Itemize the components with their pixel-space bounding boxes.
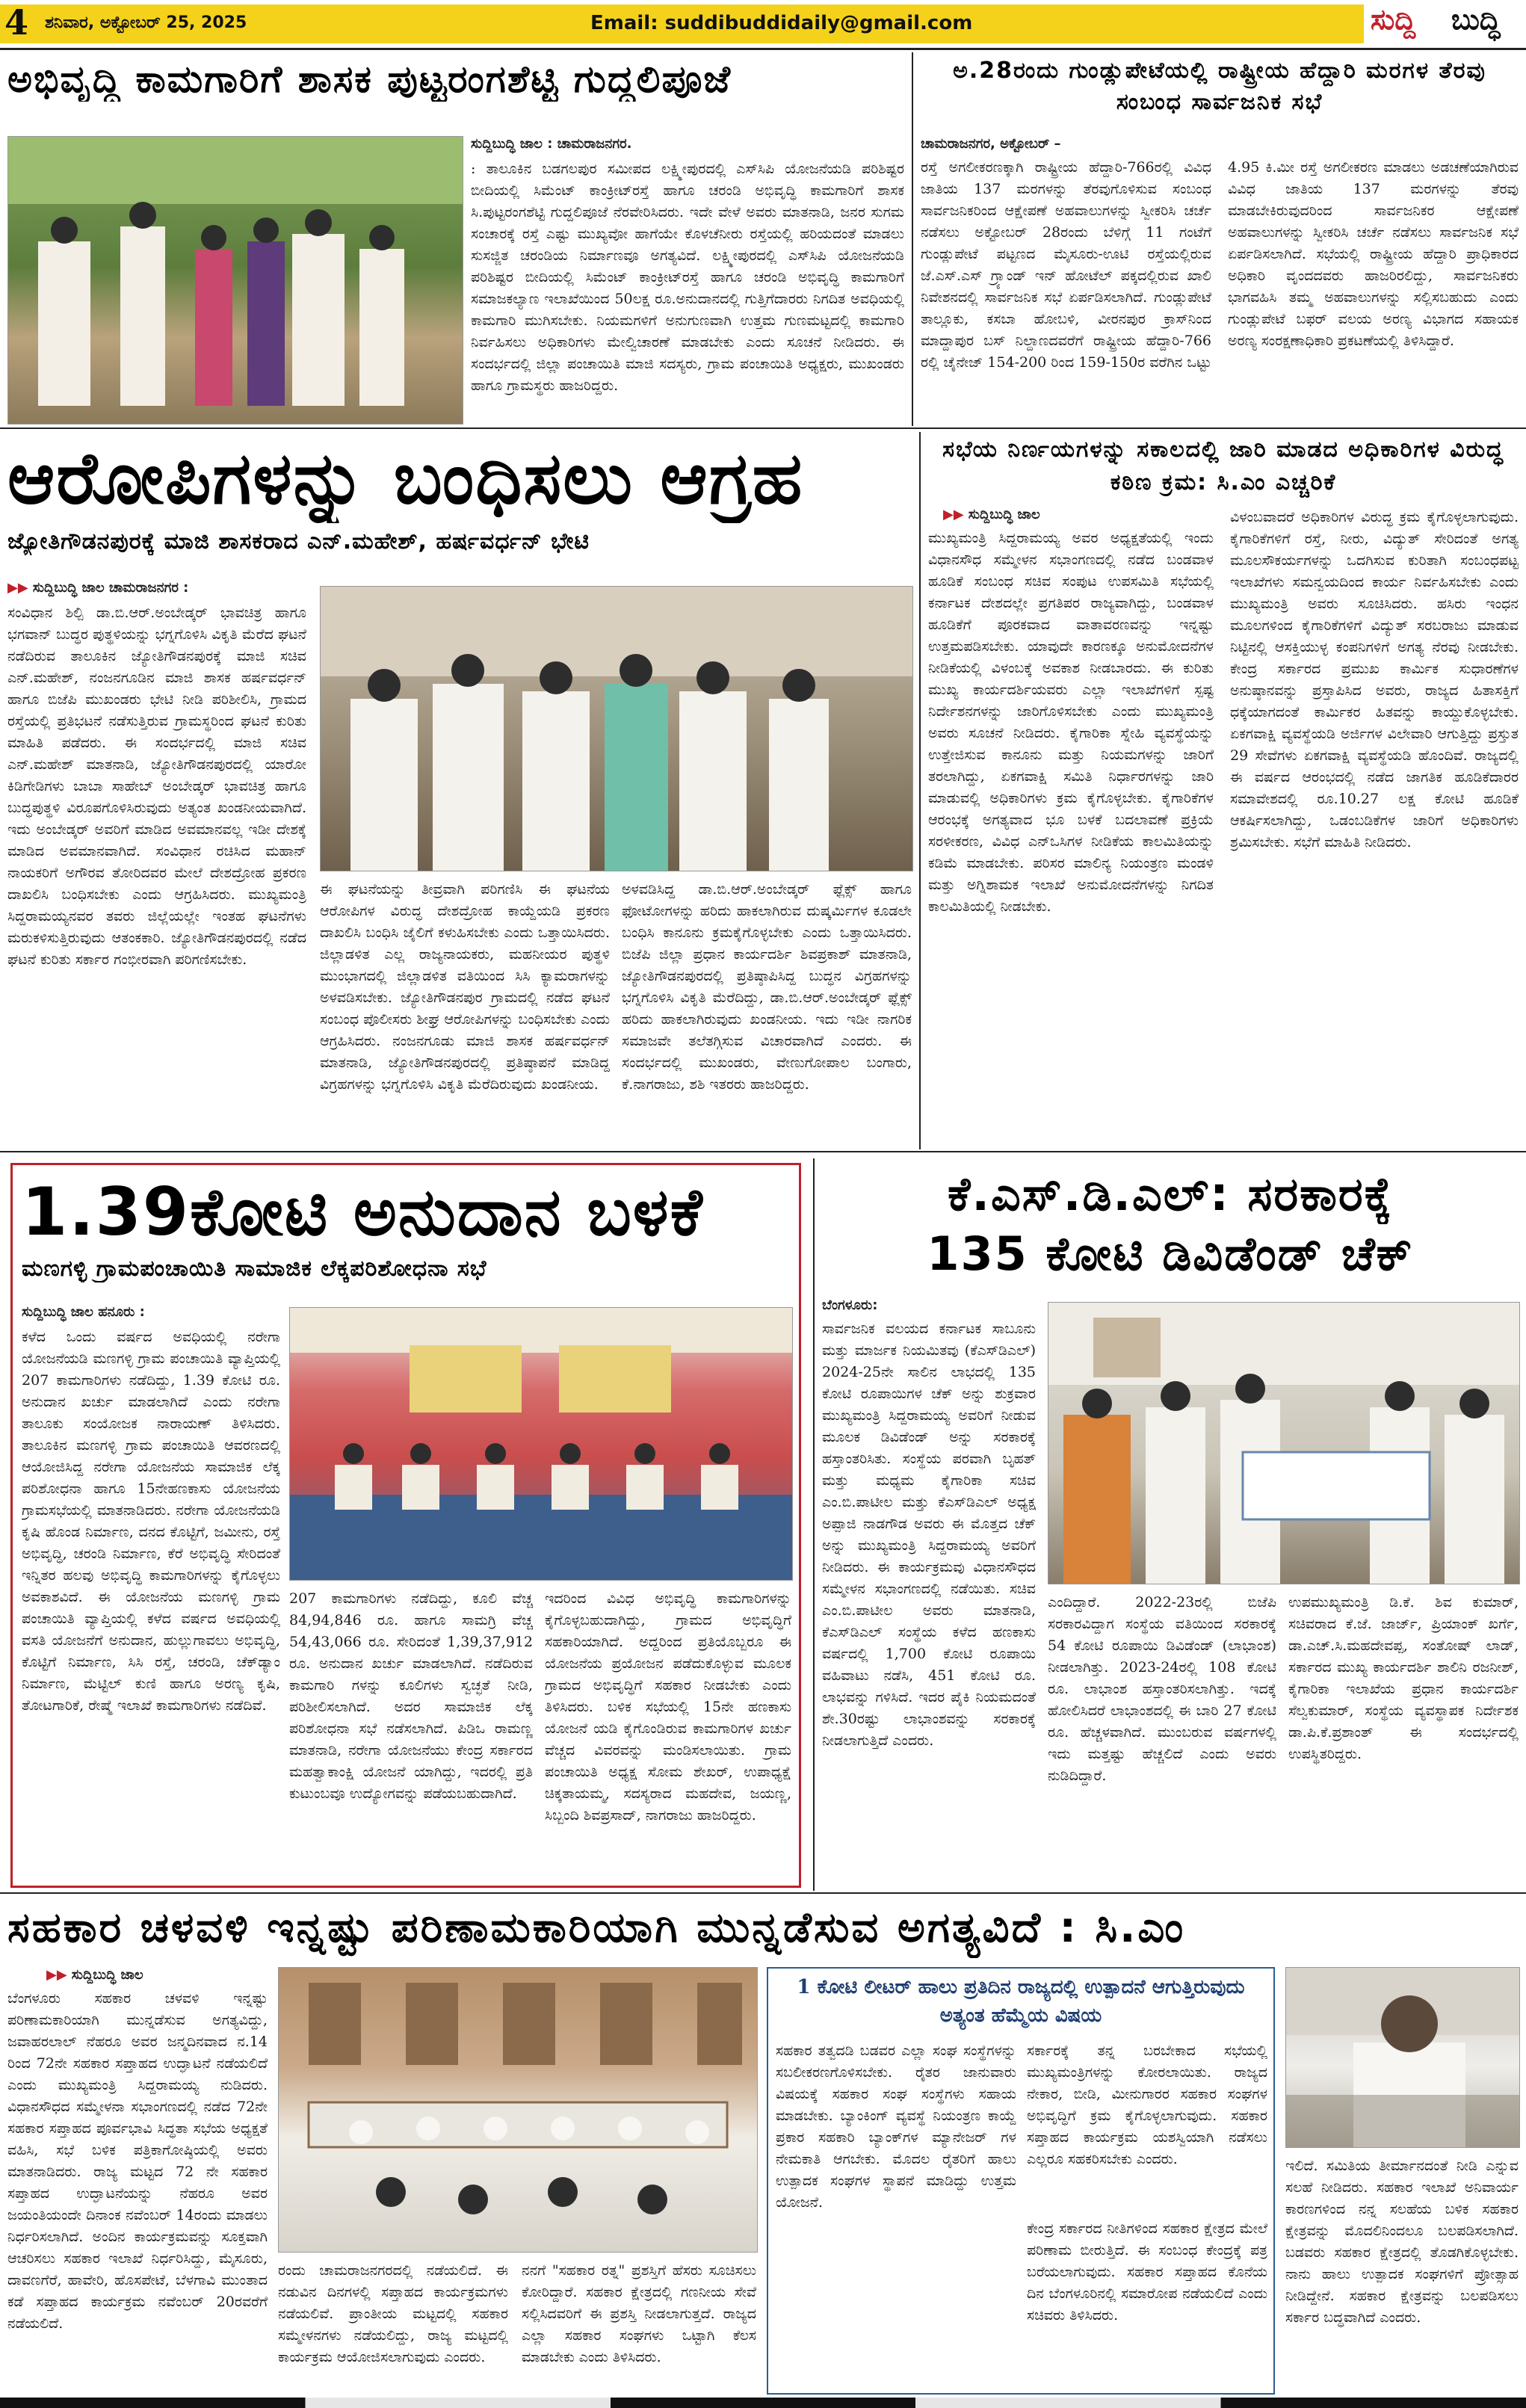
subhead-arrest-demand: ಜ್ಯೋತಿಗೌಡನಪುರಕ್ಕೆ ಮಾಜಿ ಶಾಸಕರಾದ ಎನ್.ಮಹೇಶ್, ಹರ್ಷವರ್ಧನ್ ಭೇಟಿ: [7, 529, 590, 555]
photo-gram-sabha: [289, 1307, 793, 1581]
headline-gudali-puje: ಅಭಿವೃದ್ಧಿ ಕಾಮಗಾರಿಗೆ ಶಾಸಕ ಪುಟ್ಟರಂಗಶೆಟ್ಟಿ ಗುದ್ದಲಿಪೂಜೆ: [7, 58, 732, 101]
byline-a3: ▶▶ ಸುದ್ದಿಬುದ್ಧಿ ಜಾಲ ಚಾಮರಾಜನಗರ :: [7, 580, 189, 596]
logo-word-suddi: ಸುದ್ದಿ: [1371, 3, 1416, 36]
body-a3-col3: ಅಳವಡಿಸಿದ್ದ ಡಾ.ಬಿ.ಆರ್.ಅಂಬೇಡ್ಕರ್ ಫ್ಲೆಕ್ಸ್ ಹಾಗೂ ಫೋಟೋಗಳನ್ನು ಹರಿದು ಹಾಕಲಾಗಿರುವ ದುಷ್ಕರ್ಮಿಗಳ ಕೂಡಲೇ ಬಂಧಿಸಿ ಕಾನೂನು ಕ್ರಮಕೈಗೊಳ್ಳಬೇಕು ಎಂದು ಒತ್ತಾಯಿಸಿದರು. ಬಿಜೆಪಿ ಜಿಲ್ಲಾ ಪ್ರಧಾನ ಕಾರ್ಯದರ್ಶಿ ಶಿವಪ್ರಕಾಶ್ ಮಾತನಾಡಿ, ಜ್ಯೋತಿಗೌಡನಪುರದಲ್ಲಿ ಪ್ರತಿಷ್ಠಾಪಿಸಿದ್ದ ಬುದ್ಧನ ವಿಗ್ರಹಗಳನ್ನು ಭಗ್ನಗೊಳಿಸಿ ವಿಕೃತಿ ಮೆರೆದಿದ್ದು, ಡಾ.ಬಿ.ಆರ್.ಅಂಬೇಡ್ಕರ್ ಫ್ಲೆಕ್ಸ್ ಹರಿದು ಹಾಕಲಾಗಿರುವುದು ಖಂಡನೀಯ. ಇದು ಇಡೀ ನಾಗರಿಕ ಸಮಾಜವೇ ತಲೆತಗ್ಗಿಸುವ ವಿಚಾರವಾಗಿದೆ ಎಂದರು. ಈ ಸಂದರ್ಭದಲ್ಲಿ ಮುಖಂಡರು, ವೇಣುಗೋಪಾಲ ಬಂಗಾರು, ಕೆ.ನಾಗರಾಜು, ಶಶಿ ಇತರರು ಹಾಜರಿದ್ದರು.: [622, 881, 912, 1093]
masthead: [0, 0, 1526, 48]
article-ksdl-dividend: [822, 1160, 1519, 1889]
body-a1: : ತಾಲೂಕಿನ ಬಡಗಲಪುರ ಸಮೀಪದ ಲಕ್ಷ್ಮೀಪುರದಲ್ಲಿ ಎಸ್‌ಸಿಪಿ ಯೋಜನೆಯಡಿ ಪರಿಶಿಷ್ಟರ ಬೀದಿಯಲ್ಲಿ ಸಿಮೆಂಟ್ ಕಾಂಕ್ರೀಟ್‌ರಸ್ತೆ ಹಾಗೂ ಚರಂಡಿ ಅಭಿವೃದ್ಧಿ ಕಾಮಗಾರಿಗೆ ಶಾಸಕ ಸಿ.ಪುಟ್ಟರಂಗಶೆಟ್ಟಿ ಗುದ್ದಲಿಪೂಜೆ ನೆರವೇರಿಸಿದರು. ಇದೇ ವೇಳೆ ಅವರು ಮಾತನಾಡಿ, ಜನರ ಸುಗಮ ಸಂಚಾರಕ್ಕೆ ರಸ್ತೆ ಎಷ್ಟು ಮುಖ್ಯವೋ ಹಾಗೆಯೇ ಕೊಳಚೆನೀರು ರಸ್ತೆಯಲ್ಲಿ ಹರಿಯದಂತೆ ಮಾಡಲು ಸುಸಜ್ಜಿತ ಚರಂಡಿಯ ನಿರ್ಮಾಣವೂ ಅಗತ್ಯವಿದೆ. ಲಕ್ಷ್ಮೀಪುರದಲ್ಲಿ ಎಸ್‌ಸಿಪಿ ಯೋಜನೆಯಡಿ ಪರಿಶಿಷ್ಟರ ಬೀದಿಯಲ್ಲಿ ಸಿಮೆಂಟ್ ಕಾಂಕ್ರೀಟ್‌ರಸ್ತೆ ಹಾಗೂ ಚರಂಡಿ ಅಭಿವೃದ್ಧಿ ಕಾಮಗಾರಿಗೆ ಸಮಾಜಕಲ್ಯಾಣ ಇಲಾಖೆಯಿಂದ 50ಲಕ್ಷ ರೂ.ಅನುದಾನದಲ್ಲಿ ಗುತ್ತಿಗೆದಾರರು ನಿಗದಿತ ಅವಧಿಯಲ್ಲಿ ಕಾಮಗಾರಿ ಮುಗಿಸಬೇಕು. ನಿಯಮಗಳಿಗೆ ಅನುಗುಣವಾಗಿ ಉತ್ತಮ ಗುಣಮಟ್ಟದಲ್ಲಿ ಕಾಮಗಾರಿ ನಿರ್ವಹಿಸಲು ಅಧಿಕಾರಿಗಳು ಮೇಲ್ವಿಚಾರಣೆ ಮಾಡಬೇಕು ಎಂದು ಸೂಚನೆ ನೀಡಿದರು. ಈ ಸಂದರ್ಭದಲ್ಲಿ ಜಿಲ್ಲಾ ಪಂಚಾಯಿತಿ ಮಾಜಿ ಸದಸ್ಯರು, ಗ್ರಾಮ ಪಂಚಾಯಿತಿ ಅಧ್ಯಕ್ಷರು, ಮುಖಂಡರು ಹಾಗೂ ಗ್ರಾಮಸ್ಥರು ಹಾಜರಿದ್ದರು.: [471, 161, 904, 394]
photo-leaders-visit: [320, 586, 913, 871]
byline-a7: ▶▶ ಸುದ್ದಿಬುದ್ಧಿ ಜಾಲ: [46, 1967, 143, 1983]
body-a6-col3: ಉಪಮುಖ್ಯಮಂತ್ರಿ ಡಿ.ಕೆ. ಶಿವ ಕುಮಾರ್, ಸಚಿವರಾದ ಕೆ.ಜೆ. ಜಾರ್ಜ್, ಪ್ರಿಯಾಂಕ್ ಖರ್ಗೆ, ಡಾ.ಎಚ್.ಸಿ.ಮಹದೇವಪ್ಪ, ಸಂತೋಷ್ ಲಾಡ್, ಸರ್ಕಾರದ ಮುಖ್ಯ ಕಾರ್ಯದರ್ಶಿ ಶಾಲಿನಿ ರಜನೀಶ್, ಕೈಗಾರಿಕಾ ಇಲಾಖೆಯ ಪ್ರಧಾನ ಕಾರ್ಯದರ್ಶಿ ಸೆಲ್ವಕುಮಾರ್, ಸಂಸ್ಥೆಯ ವ್ಯವಸ್ಥಾಪಕ ನಿರ್ದೇಶಕ ಡಾ.ಪಿ.ಕೆ.ಪ್ರಶಾಂತ್ ಈ ಸಂದರ್ಭದಲ್ಲಿ ಉಪಸ್ಥಿತರಿದ್ದರು.: [1288, 1594, 1519, 1762]
photo-ksdl-cheque: [1048, 1302, 1520, 1584]
byline-arrow-icon: ▶▶: [943, 507, 964, 522]
byline-a4: ▶▶ ಸುದ್ದಿಬುದ್ಧಿ ಜಾಲ: [943, 507, 1040, 522]
photo-gudali-puje-scene: [8, 137, 463, 424]
inset-milk-col1: ಸಹಕಾರ ತತ್ವದಡಿ ಬಡವರ ಎಲ್ಲಾ ಸಂಘ ಸಂಸ್ಥೆಗಳನ್ನು ಸಬಲೀಕರಣಗೊಳಿಸಬೇಕು. ರೈತರ ಜಾನುವಾರು ವಿಷಯಕ್ಕೆ ಸಹಕಾರ ಸಂಘ ಸಂಸ್ಥೆಗಳು ಸಹಾಯ ಮಾಡಬೇಕು. ಬ್ಯಾಂಕಿಂಗ್ ವ್ಯವಸ್ಥೆ ನಿಯಂತ್ರಣ ಕಾಯ್ದೆ ಪ್ರಕಾರ ಸಹಕಾರಿ ಬ್ಯಾಂಕ್‌ಗಳ ಮ್ಯಾನೇಜರ್ ಗಳ ನೇಮಕಾತಿ ಆಗಬೇಕು. ಮೊದಲ ರೈತರಿಗೆ ಹಾಲು ಉತ್ಪಾದಕ ಸಂಘಗಳ ಸ್ಥಾಪನೆ ಮಾಡಿದ್ದು ಉತ್ತಮ ಯೋಜನೆ.: [776, 2043, 1016, 2211]
article-highway-trees: [921, 55, 1519, 425]
photo-gudali-puje: [7, 136, 463, 425]
article-arrest-demand: [7, 433, 912, 1148]
vertical-divider-lower: [813, 1158, 815, 1891]
subhead-grant-usage: ಮಣಗಳ್ಳಿ ಗ್ರಾಮಪಂಚಾಯಿತಿ ಸಾಮಾಜಿಕ ಲೆಕ್ಕಪರಿಶೋಧನಾ ಸಭೆ: [22, 1256, 487, 1282]
article-cm-warning: [928, 433, 1519, 1148]
headline-highway-trees: ಅ.28ರಂದು ಗುಂಡ್ಲುಪೇಟೆಯಲ್ಲಿ ರಾಷ್ಟ್ರೀಯ ಹೆದ್ದಾರಿ ಮರಗಳ ತೆರವು ಸಂಬಂಧ ಸಾರ್ವಜನಿಕ ಸಭೆ: [953, 58, 1486, 115]
section-divider-3: [0, 1892, 1526, 1894]
logo-word-buddhi: ಬುದ್ಧಿ: [1451, 3, 1501, 36]
body-a7-col3: ನನಗೆ "ಸಹಕಾರ ರತ್ನ" ಪ್ರಶಸ್ತಿಗೆ ಹೆಸರು ಸೂಚಿಸಲು ಕೋರಿದ್ದಾರೆ. ಸಹಕಾರ ಕ್ಷೇತ್ರದಲ್ಲಿ ಗಣನೀಯ ಸೇವೆ ಸಲ್ಲಿಸಿದವರಿಗೆ ಈ ಪ್ರಶಸ್ತಿ ನೀಡಲಾಗುತ್ತದೆ. ರಾಜ್ಯದ ಎಲ್ಲಾ ಸಹಕಾರ ಸಂಘಗಳು ಒಟ್ಟಾಗಿ ಕೆಲಸ ಮಾಡಬೇಕು ಎಂದು ತಿಳಿಸಿದರು.: [522, 2262, 756, 2365]
email-address: Email: suddibuddidaily@gmail.com: [590, 12, 973, 34]
byline-arrow-icon: ▶▶: [7, 580, 28, 596]
body-a7-col1: ಬೆಂಗಳೂರು ಸಹಕಾರ ಚಳವಳಿ ಇನ್ನಷ್ಟು ಪರಿಣಾಮಕಾರಿಯಾಗಿ ಮುನ್ನಡೆಸುವ ಅಗತ್ಯವಿದ್ದು, ಜವಾಹರಲಾಲ್ ನೆಹರೂ ಅವರ ಜನ್ಮದಿನವಾದ ನ.14 ರಿಂದ 72ನೇ ಸಹಕಾರ ಸಪ್ತಾಹದ ಉದ್ಘಾಟನೆ ನಡೆಯಲಿದೆ ಎಂದು ಮುಖ್ಯಮಂತ್ರಿ ಸಿದ್ದರಾಮಯ್ಯ ನುಡಿದರು. ವಿಧಾನಸೌಧದ ಸಮ್ಮೇಳನಾ ಸಭಾಂಗಣದಲ್ಲಿ ನಡೆದ 72ನೇ ಸಹಕಾರ ಸಪ್ತಾಹದ ಪೂರ್ವಭಾವಿ ಸಿದ್ಧತಾ ಸಭೆಯ ಅಧ್ಯಕ್ಷತೆ ವಹಿಸಿ, ಸಭೆ ಬಳಿಕ ಪತ್ರಿಕಾಗೋಷ್ಠಿಯಲ್ಲಿ ಅವರು ಮಾತನಾಡಿದರು. ರಾಜ್ಯ ಮಟ್ಟದ 72 ನೇ ಸಹಕಾರ ಸಪ್ತಾಹದ ಉದ್ಘಾಟನೆಯನ್ನು ನೆಹರೂ ಅವರ ಜಯಂತಿಯಂದೇ ದಿನಾಂಕ ನವೆಂಬರ್ 14ರಂದು ಮಾಡಲು ನಿರ್ಧರಿಸಲಾಗಿದೆ. ಅಂದಿನ ಕಾರ್ಯಕ್ರಮವನ್ನು ಸೂಕ್ತವಾಗಿ ಆಚರಿಸಲು ಸಹಕಾರ ಇಲಾಖೆ ನಿರ್ಧರಿಸಿದ್ದು, ಮೈಸೂರು, ದಾವಣಗೆರೆ, ಹಾವೇರಿ, ಹೊಸಪೇಟೆ, ಬೆಳಗಾವಿ ಮುಂತಾದ ಕಡೆ ಸಪ್ತಾಹದ ಕಾರ್ಯಕ್ರಮ ನವೆಂಬರ್ 20ರವರೆಗೆ ನಡೆಯಲಿದೆ.: [7, 1990, 268, 2332]
bottom-color-bar: [0, 2398, 1526, 2408]
photo-cooperative-meeting-scene: [279, 1968, 757, 2252]
photo-gram-sabha-scene: [290, 1308, 792, 1580]
body-a6-col2: ಎಂದಿದ್ದಾರೆ. 2022-23ರಲ್ಲಿ ಬಿಜೆಪಿ ಸರಕಾರವಿದ್ದಾಗ ಸಂಸ್ಥೆಯ ವತಿಯಿಂದ ಸರಕಾರಕ್ಕೆ 54 ಕೋಟಿ ರೂಪಾಯಿ ಡಿವಿಡೆಂಡ್ (ಲಾಭಾಂಶ) ನೀಡಲಾಗಿತ್ತು. 2023-24ರಲ್ಲಿ 108 ಕೋಟಿ ರೂ. ಲಾಭಾಂಶ ಹಸ್ತಾಂತರಿಸಲಾಗಿತ್ತು. ಇದಕ್ಕೆ ಹೋಲಿಸಿದರೆ ಲಾಭಾಂಶದಲ್ಲಿ ಈ ಬಾರಿ 27 ಕೋಟಿ ರೂ. ಹೆಚ್ಚಳವಾಗಿದೆ. ಮುಂಬರುವ ವರ್ಷಗಳಲ್ಲಿ ಇದು ಮತ್ತಷ್ಟು ಹೆಚ್ಚಲಿದೆ ಎಂದು ಅವರು ನುಡಿದಿದ್ದಾರೆ.: [1048, 1594, 1276, 1784]
vertical-divider-middle: [919, 432, 921, 1149]
body-a4-col1: ಮುಖ್ಯಮಂತ್ರಿ ಸಿದ್ದರಾಮಯ್ಯ ಅವರ ಅಧ್ಯಕ್ಷತೆಯಲ್ಲಿ ಇಂದು ವಿಧಾನಸೌಧ ಸಮ್ಮೇಳನ ಸಭಾಂಗಣದಲ್ಲಿ ನಡೆದ ಬಂಡವಾಳ ಹೂಡಿಕೆ ಸಂಬಂಧ ಸಚಿವ ಸಂಪುಟ ಉಪಸಮಿತಿ ಸಭೆಯಲ್ಲಿ ಕರ್ನಾಟಕ ದೇಶದಲ್ಲೇ ಪ್ರಗತಿಪರ ರಾಜ್ಯವಾಗಿದ್ದು, ಬಂಡವಾಳ ಹೂಡಿಕೆಗೆ ಪೂರಕವಾದ ವಾತಾವರಣವನ್ನು ಇನ್ನಷ್ಟು ಉತ್ತಮಪಡಿಸಬೇಕು. ಯಾವುದೇ ಕಾರಣಕ್ಕೂ ಅನುಮೋದನೆಗಳ ನೀಡಿಕೆಯಲ್ಲಿ ವಿಳಂಬಕ್ಕೆ ಅವಕಾಶ ನೀಡಬಾರದು. ಈ ಕುರಿತು ಮುಖ್ಯ ಕಾರ್ಯದರ್ಶಿಯವರು ಎಲ್ಲಾ ಇಲಾಖೆಗಳಿಗೆ ಸ್ಪಷ್ಟ ನಿರ್ದೇಶನಗಳನ್ನು ಜಾರಿಗೊಳಿಸಬೇಕು ಎಂದು ಮುಖ್ಯಮಂತ್ರಿ ಅವರು ಸೂಚನೆ ನೀಡಿದರು. ಕೈಗಾರಿಕಾ ಸ್ನೇಹಿ ವ್ಯವಸ್ಥೆಯನ್ನು ಉತ್ತೇಜಿಸುವ ಕಾನೂನು ಮತ್ತು ನಿಯಮಗಳನ್ನು ಜಾರಿಗೆ ತರಲಾಗಿದ್ದು, ಏಕಗವಾಕ್ಷಿ ಸಮಿತಿ ನಿರ್ಧಾರಗಳನ್ನು ಜಾರಿ ಮಾಡುವಲ್ಲಿ ಅಧಿಕಾರಿಗಳು ಕ್ರಮ ಕೈಗೊಳ್ಳಬೇಕು. ಕೈಗಾರಿಕೆಗಳ ಆರಂಭಕ್ಕೆ ಅಗತ್ಯವಾದ ಭೂ ಬಳಕೆ ಬದಲಾವಣೆ ಪ್ರಕ್ರಿಯೆ ಸರಳೀಕರಣ, ವಿವಿಧ ಎನ್‌ಒಸಿಗಳ ನೀಡಿಕೆಯ ಕಾಲಮಿತಿಯನ್ನು ಕಡಿಮೆ ಮಾಡಬೇಕು. ಪರಿಸರ ಮಾಲಿನ್ಯ ನಿಯಂತ್ರಣ ಮಂಡಳಿ ಮತ್ತು ಅಗ್ನಿಶಾಮಕ ಇಲಾಖೆ ಅನುಮೋದನೆಗಳನ್ನು ನಿಗದಿತ ಕಾಲಮಿತಿಯಲ್ಲಿ ನೀಡಬೇಕು.: [928, 530, 1214, 915]
inset-milk-box: [767, 1967, 1275, 2395]
photo-leaders-visit-scene: [321, 587, 912, 871]
body-a3-col1: ಸಂವಿಧಾನ ಶಿಲ್ಪಿ ಡಾ.ಬಿ.ಆರ್.ಅಂಬೇಡ್ಕರ್ ಭಾವಚಿತ್ರ ಹಾಗೂ ಭಗವಾನ್ ಬುದ್ಧರ ಪುತ್ಥಳಿಯನ್ನು ಭಗ್ನಗೊಳಿಸಿ ವಿಕೃತಿ ಮೆರೆದ ಘಟನೆ ನಡೆದಿರುವ ತಾಲೂಕಿನ ಜ್ಯೋತಿಗೌಡನಪುರಕ್ಕೆ ಮಾಜಿ ಸಚಿವ ಎನ್.ಮಹೇಶ್, ನಂಜನಗೂಡಿನ ಮಾಜಿ ಶಾಸಕ ಹರ್ಷವರ್ಧನ್ ಹಾಗೂ ಬಿಜೆಪಿ ಮುಖಂಡರು ಭೇಟಿ ನೀಡಿ ಪರಿಶೀಲಿಸಿ, ಗ್ರಾಮದ ರಸ್ತೆಯಲ್ಲಿ ಪ್ರತಿಭಟನೆ ನಡೆಸುತ್ತಿರುವ ಗ್ರಾಮಸ್ಥರಿಂದ ಘಟನೆ ಕುರಿತು ಮಾಹಿತಿ ಪಡೆದರು. ಈ ಸಂದರ್ಭದಲ್ಲಿ ಮಾಜಿ ಸಚಿವ ಎನ್.ಮಹೇಶ್ ಮಾತನಾಡಿ, ಜ್ಯೋತಿಗೌಡನಪುರದಲ್ಲಿ ಯಾರೋ ಕಿಡಿಗೇಡಿಗಳು ಬಾಬಾ ಸಾಹೇಬ್ ಅಂಬೇಡ್ಕರ್ ಭಾವಚಿತ್ರ ಹಾಗೂ ಬುದ್ಧಪುತ್ಥಳಿ ವಿರೂಪಗೊಳಿಸಿರುವುದು ಅತ್ಯಂತ ಖಂಡನೀಯವಾಗಿದೆ. ಇದು ಅಂಬೇಡ್ಕರ್ ಅವರಿಗೆ ಮಾಡಿದ ಅವಮಾನವಲ್ಲ ಇಡೀ ದೇಶಕ್ಕೆ ಮಾಡಿದ ಅವಮಾನವಾಗಿದೆ. ಸಂವಿಧಾನ ರಚಿಸಿದ ಮಹಾನ್ ನಾಯಕರಿಗೆ ಅಗೌರವ ತೋರಿದವರ ಮೇಲೆ ದೇಶದ್ರೋಹ ಪ್ರಕರಣ ದಾಖಲಿಸಿ ಬಂಧಿಸಬೇಕು ಎಂದು ಆಗ್ರಹಿಸಿದರು. ಮುಖ್ಯಮಂತ್ರಿ ಸಿದ್ದರಾಮಯ್ಯನವರ ತವರು ಜಿಲ್ಲೆಯಲ್ಲೇ ಇಂತಹ ಘಟನೆಗಳು ಮರುಕಳಿಸುತ್ತಿರುವುದು ಆತಂಕಕಾರಿ. ಜ್ಯೋತಿಗೌಡನಪುರದಲ್ಲಿ ನಡೆದ ಘಟನೆ ಕುರಿತು ಸರ್ಕಾರ ಗಂಭೀರವಾಗಿ ಪರಿಗಣಿಸಬೇಕು.: [7, 605, 306, 968]
page-number: 4: [4, 2, 29, 43]
inset-milk-col2: ಸರ್ಕಾರಕ್ಕೆ ತನ್ನ ಬರಬೇಕಾದ ಸಭೆಯಲ್ಲಿ ಮುಖ್ಯಮಂತ್ರಿಗಳನ್ನು ಕೋರಲಾಯಿತು. ರಾಜ್ಯದ ನೇಕಾರ, ಬೀಡಿ, ಮೀನುಗಾರರ ಸಹಕಾರ ಸಂಘಗಳ ಅಭಿವೃದ್ಧಿಗೆ ಕ್ರಮ ಕೈಗೊಳ್ಳಲಾಗುವುದು. ಸಹಕಾರ ಸಪ್ತಾಹದ ಕಾರ್ಯಕ್ರಮ ಯಶಸ್ವಿಯಾಗಿ ನಡೆಸಲು ಎಲ್ಲರೂ ಸಹಕರಿಸಬೇಕು ಎಂದರು.: [1027, 2043, 1267, 2167]
byline-a1: ಸುದ್ದಿಬುದ್ಧಿ ಜಾಲ : ಚಾಮರಾಜನಗರ.: [471, 136, 632, 152]
body-a2: ರಸ್ತೆ ಅಗಲೀಕರಣಕ್ಕಾಗಿ ರಾಷ್ಟ್ರೀಯ ಹೆದ್ದಾರಿ-766ರಲ್ಲಿ ವಿವಿಧ ಜಾತಿಯ 137 ಮರಗಳನ್ನು ತೆರವುಗೊಳಿಸುವ ಸಂಬಂಧ ಸಾರ್ವಜನಿಕರಿಂದ ಆಕ್ಷೇಪಣೆ ಅಹವಾಲುಗಳನ್ನು ಸ್ವೀಕರಿಸಿ ಚರ್ಚೆ ನಡೆಸಲು ಅಕ್ಟೋಬರ್ 28ರಂದು ಬೆಳಿಗ್ಗೆ 11 ಗಂಟೆಗೆ ಗುಂಡ್ಲುಪೇಟೆ ಪಟ್ಟಣದ ಮೈಸೂರು-ಊಟಿ ರಸ್ತೆಯಲ್ಲಿರುವ ಜೆ.ಎಸ್.ಎಸ್ ಗ್ರ್ಯಾಂಡ್ ಇನ್ ಹೋಟೆಲ್ ಪಕ್ಕದಲ್ಲಿರುವ ಖಾಲಿ ನಿವೇಶನದಲ್ಲಿ ಸಾರ್ವಜನಿಕ ಸಭೆ ಏರ್ಪಡಿಸಲಾಗಿದೆ. ಗುಂಡ್ಲುಪೇಟೆ ತಾಲ್ಲೂಕು, ಕಸಬಾ ಹೋಬಳಿ, ವೀರನಪುರ ಕ್ರಾಸ್‌ನಿಂದ ಮಾದ್ದಾಪುರ ಬಸ್ ನಿಲ್ದಾಣದವರೆಗೆ ರಾಷ್ಟ್ರೀಯ ಹೆದ್ದಾರಿ-766 ರಲ್ಲಿ ಚೈನೇಜ್ 154-200 ರಿಂದ 159-150ರ ವರೆಗಿನ ಒಟ್ಟು 4.95 ಕಿ.ಮೀ ರಸ್ತೆ ಅಗಲೀಕರಣ ಮಾಡಲು ಅಡಚಣೆಯಾಗಿರುವ ವಿವಿಧ ಜಾತಿಯ 137 ಮರಗಳನ್ನು ತೆರವು ಮಾಡಬೇಕಿರುವುದರಿಂದ ಸಾರ್ವಜನಿಕರ ಆಕ್ಷೇಪಣೆ ಅಹವಾಲುಗಳನ್ನು ಸ್ವೀಕರಿಸಿ ಚರ್ಚೆ ನಡೆಸಲು ಸಾರ್ವಜನಿಕ ಸಭೆ ಏರ್ಪಡಿಸಲಾಗಿದೆ. ಸಭೆಯಲ್ಲಿ ರಾಷ್ಟ್ರೀಯ ಹೆದ್ದಾರಿ ಪ್ರಾಧಿಕಾರದ ಅಧಿಕಾರಿ ವೃಂದದವರು ಹಾಜರಿರಲಿದ್ದು, ಸಾರ್ವಜನಿಕರು ಭಾಗವಹಿಸಿ ತಮ್ಮ ಅಹವಾಲುಗಳನ್ನು ಸಲ್ಲಿಸಬಹುದು ಎಂದು ಗುಂಡ್ಲುಪೇಟೆ ಬಫರ್ ವಲಯ ಅರಣ್ಯ ವಿಭಾಗದ ಸಹಾಯಕ ಅರಣ್ಯ ಸಂರಕ್ಷಣಾಧಿಕಾರಿ ಪ್ರಕಟಣೆಯಲ್ಲಿ ತಿಳಿಸಿದ್ದಾರೆ.: [921, 159, 1519, 371]
issue-date: ಶನಿವಾರ, ಅಕ್ಟೋಬರ್ 25, 2025: [45, 13, 247, 32]
byline-a2: ಚಾಮರಾಜನಗರ, ಅಕ್ಟೋಬರ್ –: [921, 136, 1061, 152]
byline-a6: ಬೆಂಗಳೂರು:: [822, 1297, 878, 1313]
body-a5-col3: ಇದರಿಂದ ವಿವಿಧ ಅಭಿವೃದ್ಧಿ ಕಾಮಗಾರಿಗಳನ್ನು ಕೈಗೊಳ್ಳಬಹುದಾಗಿದ್ದು, ಗ್ರಾಮದ ಅಭಿವೃದ್ಧಿಗೆ ಸಹಕಾರಿಯಾಗಿದೆ. ಅದ್ದರಿಂದ ಪ್ರತಿಯೊಬ್ಬರೂ ಈ ಯೋಜನೆಯ ಪ್ರಯೋಜನ ಪಡೆದುಕೊಳ್ಳುವ ಮೂಲಕ ಗ್ರಾಮದ ಅಭಿವೃದ್ಧಿಗೆ ಸಹಕಾರ ನೀಡಬೇಕು ಎಂದು ತಿಳಿಸಿದರು. ಬಳಿಕ ಸಭೆಯಲ್ಲಿ 15ನೇ ಹಣಕಾಸು ಯೋಜನೆ ಯಡಿ ಕೈಗೊಂಡಿರುವ ಕಾಮಗಾರಿಗಳ ಖರ್ಚು ವೆಚ್ಚದ ವಿವರವನ್ನು ಮಂಡಿಸಲಾಯಿತು. ಗ್ರಾಮ ಪಂಚಾಯಿತಿ ಅಧ್ಯಕ್ಷ ಸೋಮ ಶೇಖರ್, ಉಪಾಧ್ಯಕ್ಷೆ ಚಿಕ್ಕತಾಯಮ್ಮ, ಸದಸ್ಯರಾದ ಮಹದೇವ, ಜಯಣ್ಣ, ಸಿಬ್ಬಂದಿ ಶಿವಪ್ರಸಾದ್, ನಾಗರಾಜು ಹಾಜರಿದ್ದರು.: [545, 1590, 791, 1824]
vertical-divider-top: [912, 52, 913, 426]
headline-cm-warning: ಸಭೆಯ ನಿರ್ಣಯಗಳನ್ನು ಸಕಾಲದಲ್ಲಿ ಜಾರಿ ಮಾಡದ ಅಧಿಕಾರಿಗಳ ವಿರುದ್ಧ ಕಠಿಣ ಕ್ರಮ: ಸಿ.ಎಂ ಎಚ್ಚರಿಕೆ: [942, 436, 1504, 496]
body-a5-col2: 207 ಕಾಮಗಾರಿಗಳು ನಡೆದಿದ್ದು, ಕೂಲಿ ವೆಚ್ಚ 84,94,846 ರೂ. ಹಾಗೂ ಸಾಮಗ್ರಿ ವೆಚ್ಚ 54,43,066 ರೂ. ಸೇರಿದಂತೆ 1,39,37,912 ರೂ. ಅನುದಾನ ಖರ್ಚು ಮಾಡಲಾಗಿದೆ. ನಡೆದಿರುವ ಕಾಮಗಾರಿ ಗಳನ್ನು ಕೂಲಿಗಳು ಸ್ವಚ್ಛತೆ ನೀಡಿ, ಪರಿಶೀಲಿಸಲಾಗಿದೆ. ಅದರ ಸಾಮಾಜಿಕ ಲೆಕ್ಕ ಪರಿಶೋಧನಾ ಸಭೆ ನಡೆಸಲಾಗಿದೆ. ಪಿಡಿಒ ರಾಮಣ್ಣ ಮಾತನಾಡಿ, ನರೇಗಾ ಯೋಜನೆಯು ಕೇಂದ್ರ ಸರ್ಕಾರದ ಮಹತ್ವಾಕಾಂಕ್ಷಿ ಯೋಜನೆ ಯಾಗಿದ್ದು, ಇದರಲ್ಲಿ ಪ್ರತಿ ಕುಟುಂಬವೂ ಉದ್ಯೋಗವನ್ನು ಪಡೆಯಬಹುದಾಗಿದೆ.: [289, 1590, 533, 1802]
article-grant-usage: [10, 1163, 801, 1888]
masthead-logo: [1368, 0, 1526, 48]
headline-arrest-demand: ಆರೋಪಿಗಳನ್ನು ಬಂಧಿಸಲು ಆಗ್ರಹ: [7, 436, 804, 520]
body-a6-col1: ಸಾರ್ವಜನಿಕ ವಲಯದ ಕರ್ನಾಟಕ ಸಾಬೂನು ಮತ್ತು ಮಾರ್ಜಕ ನಿಯಮಿತವು (ಕೆಎಸ್‌ಡಿಎಲ್) 2024-25ನೇ ಸಾಲಿನ ಲಾಭದಲ್ಲಿ 135 ಕೋಟಿ ರೂಪಾಯಿಗಳ ಚೆಕ್ ಅನ್ನು ಶುಕ್ರವಾರ ಮುಖ್ಯಮಂತ್ರಿ ಸಿದ್ದರಾಮಯ್ಯ ಅವರಿಗೆ ನೀಡುವ ಮೂಲಕ ಡಿವಿಡೆಂಡ್ ಅನ್ನು ಸರಕಾರಕ್ಕೆ ಹಸ್ತಾಂತರಿಸಿತು. ಸಂಸ್ಥೆಯ ಪರವಾಗಿ ಬೃಹತ್ ಮತ್ತು ಮಧ್ಯಮ ಕೈಗಾರಿಕಾ ಸಚಿವ ಎಂ.ಬಿ.ಪಾಟೀಲ ಮತ್ತು ಕೆಎಸ್‌ಡಿಎಲ್ ಅಧ್ಯಕ್ಷ ಅಪ್ಪಾಜಿ ನಾಡಗೌಡ ಅವರು ಈ ಮೊತ್ತದ ಚೆಕ್ ಅನ್ನು ಮುಖ್ಯಮಂತ್ರಿ ಸಿದ್ದರಾಮಯ್ಯ ಅವರಿಗೆ ನೀಡಿದರು. ಈ ಕಾರ್ಯಕ್ರಮವು ವಿಧಾನಸೌಧದ ಸಮ್ಮೇಳನ ಸಭಾಂಗಣದಲ್ಲಿ ನಡೆಯಿತು. ಸಚಿವ ಎಂ.ಬಿ.ಪಾಟೀಲ ಅವರು ಮಾತನಾಡಿ, ಕೆಎಸ್‌ಡಿಎಲ್ ಸಂಸ್ಥೆಯ ಕಳೆದ ಹಣಕಾಸು ವರ್ಷದಲ್ಲಿ 1,700 ಕೋಟಿ ರೂಪಾಯಿ ವಹಿವಾಟು ನಡೆಸಿ, 451 ಕೋಟಿ ರೂ. ಲಾಭವನ್ನು ಗಳಿಸಿದೆ. ಇದರ ಪೈಕಿ ನಿಯಮದಂತೆ ಶೇ.30ರಷ್ಟು ಲಾಭಾಂಶವನ್ನು ಸರಕಾರಕ್ಕೆ ನೀಡಲಾಗುತ್ತಿದೆ ಎಂದರು.: [822, 1321, 1036, 1749]
body-a3-col2: ಈ ಘಟನೆಯನ್ನು ತೀವ್ರವಾಗಿ ಪರಿಗಣಿಸಿ ಈ ಘಟನೆಯ ಆರೋಪಿಗಳ ವಿರುದ್ಧ ದೇಶದ್ರೋಹ ಕಾಯ್ದೆಯಡಿ ಪ್ರಕರಣ ದಾಖಲಿಸಿ ಬಂಧಿಸಿ ಜೈಲಿಗೆ ಕಳುಹಿಸಬೇಕು ಎಂದು ಒತ್ತಾಯಿಸಿದರು. ಜಿಲ್ಲಾಡಳಿತ ಎಲ್ಲ ರಾಜ್ಯನಾಯಕರು, ಮಹನೀಯರ ಪುತ್ಥಳಿ ಮುಂಭಾಗದಲ್ಲಿ ಜಿಲ್ಲಾಡಳಿತ ವತಿಯಿಂದ ಸಿಸಿ ಕ್ಯಾಮರಾಗಳನ್ನು ಅಳವಡಿಸಬೇಕು. ಜ್ಯೋತಿಗೌಡನಪುರ ಗ್ರಾಮದಲ್ಲಿ ನಡೆದ ಘಟನೆ ಸಂಬಂಧ ಪೊಲೀಸರು ಶೀಘ್ರ ಆರೋಪಿಗಳನ್ನು ಬಂಧಿಸಬೇಕು ಎಂದು ಆಗ್ರಹಿಸಿದರು. ನಂಜನಗೂಡು ಮಾಜಿ ಶಾಸಕ ಹರ್ಷವರ್ಧನ್ ಮಾತನಾಡಿ, ಜ್ಯೋತಿಗೌಡನಪುರದಲ್ಲಿ ಪ್ರತಿಷ್ಠಾಪನೆ ಮಾಡಿದ್ದ ವಿಗ್ರಹಗಳನ್ನು ಭಗ್ನಗೊಳಿಸಿ ವಿಕೃತಿ ಮೆರೆದಿರುವುದು ಖಂಡನೀಯ.: [320, 881, 610, 1093]
photo-cm-portrait: [1285, 1967, 1520, 2148]
headline-cooperative: ಸಹಕಾರ ಚಳವಳಿ ಇನ್ನಷ್ಟು ಪರಿಣಾಮಕಾರಿಯಾಗಿ ಮುನ್ನಡೆಸುವ ಅಗತ್ಯವಿದೆ : ಸಿ.ಎಂ: [7, 1904, 1186, 1952]
headline-grant-usage: 1.39ಕೋಟಿ ಅನುದಾನ ಬಳಕೆ: [22, 1173, 704, 1250]
section-divider-1: [0, 427, 1526, 429]
headline-ksdl-line2: 135 ಕೋಟಿ ಡಿವಿಡೆಂಡ್ ಚೆಕ್: [927, 1226, 1414, 1281]
article-cooperative: [7, 1898, 1519, 2395]
inset-milk-headline: 1 ಕೋಟಿ ಲೀಟರ್ ಹಾಲು ಪ್ರತಿದಿನ ರಾಜ್ಯದಲ್ಲಿ ಉತ್ಪಾದನೆ ಆಗುತ್ತಿರುವುದು ಅತ್ಯಂತ ಹೆಮ್ಮೆಯ ವಿಷಯ: [797, 1976, 1245, 2027]
byline-a5: ಸುದ್ದಿಬುದ್ಧಿ ಜಾಲ ಹನೂರು :: [22, 1304, 145, 1320]
headline-ksdl-line1: ಕೆ.ಎಸ್.ಡಿ.ಎಲ್: ಸರಕಾರಕ್ಕೆ: [948, 1167, 1393, 1221]
body-a7-col2: ರಂದು ಚಾಮರಾಜನಗರದಲ್ಲಿ ನಡೆಯಲಿದೆ. ಈ ನಡುವಿನ ದಿನಗಳಲ್ಲಿ ಸಪ್ತಾಹದ ಕಾರ್ಯಕ್ರಮಗಳು ನಡೆಯಲಿವೆ. ಪ್ರಾಂತೀಯ ಮಟ್ಟದಲ್ಲಿ ಸಹಕಾರ ಸಮ್ಮೇಳನಗಳು ನಡೆಯಲಿದ್ದು, ರಾಜ್ಯ ಮಟ್ಟದಲ್ಲಿ ಕಾರ್ಯಕ್ರಮ ಆಯೋಜಿಸಲಾಗುವುದು ಎಂದರು.: [278, 2262, 508, 2365]
body-a7-right: ಇಲಿದೆ. ಸಮಿತಿಯ ತೀರ್ಮಾನದಂತೆ ನೀಡಿ ಎನ್ನುವ ಸಲಹೆ ನೀಡಿದರು. ಸಹಕಾರ ಇಲಾಖೆ ಅನಿವಾರ್ಯ ಕಾರಣಗಳಿಂದ ನನ್ನ ಸಲಹೆಯ ಬಳಿಕ ಸಹಕಾರ ಕ್ಷೇತ್ರವನ್ನು ಮೊದಲಿನಿಂದಲೂ ಬಲಪಡಿಸಲಾಗಿದೆ. ಬಡವರು ಸಹಕಾರ ಕ್ಷೇತ್ರದಲ್ಲಿ ತೊಡಗಿಕೊಳ್ಳಬೇಕು. ನಾನು ಹಾಲು ಉತ್ಪಾದಕ ಸಂಘಗಳಿಗೆ ಪ್ರೋತ್ಸಾಹ ನೀಡಿದ್ದೇನೆ. ಸಹಕಾರ ಕ್ಷೇತ್ರವನ್ನು ಬಲಪಡಿಸಲು ಸರ್ಕಾರ ಬದ್ಧವಾಗಿದೆ ಎಂದರು.: [1285, 2158, 1519, 2326]
body-a5-col1: ಕಳೆದ ಒಂದು ವರ್ಷದ ಅವಧಿಯಲ್ಲಿ ನರೇಗಾ ಯೋಜನೆಯಡಿ ಮಣಗಳ್ಳಿ ಗ್ರಾಮ ಪಂಚಾಯಿತಿ ವ್ಯಾಪ್ತಿಯಲ್ಲಿ 207 ಕಾಮಗಾರಿಗಳು ನಡೆದಿದ್ದು, 1.39 ಕೋಟಿ ರೂ. ಅನುದಾನ ಖರ್ಚು ಮಾಡಲಾಗಿದೆ ಎಂದು ನರೇಗಾ ತಾಲೂಕು ಸಂಯೋಜಕ ನಾರಾಯಣ್ ತಿಳಿಸಿದರು. ತಾಲೂಕಿನ ಮಣಗಳ್ಳಿ ಗ್ರಾಮ ಪಂಚಾಯಿತಿ ಆವರಣದಲ್ಲಿ ಆಯೋಜಿಸಿದ್ದ ನರೇಗಾ ಯೋಜನೆಯ ಸಾಮಾಜಿಕ ಲೆಕ್ಕ ಪರಿಶೋಧನಾ ಹಾಗೂ 15ನೇಹಣಕಾಸು ಯೋಜನೆಯ ಗ್ರಾಮಸಭೆಯಲ್ಲಿ ಮಾತನಾಡಿದರು. ನರೇಗಾ ಯೋಜನೆಯಡಿ ಕೃಷಿ ಹೊಂಡ ನಿರ್ಮಾಣ, ದನದ ಕೊಟ್ಟಿಗೆ, ಜಮೀನು, ರಸ್ತೆ ಅಭಿವೃದ್ಧಿ, ಚರಂಡಿ ನಿರ್ಮಾಣ, ಕೆರೆ ಅಭಿವೃದ್ಧಿ ಸೇರಿದಂತೆ ಇನ್ನಿತರ ಹಲವು ಅಭಿವೃದ್ಧಿ ಕಾಮಗಾರಿಗಳನ್ನು ಕೈಗೊಳ್ಳಲು ಅವಕಾಶವಿದೆ. ಈ ಯೋಜನೆಯ ಮಣಗಳ್ಳಿ ಗ್ರಾಮ ಪಂಚಾಯಿತಿ ವ್ಯಾಪ್ತಿಯಲ್ಲಿ ಕಳೆದ ವರ್ಷದ ಅವಧಿಯಲ್ಲಿ ವಸತಿ ಯೋಜನೆಗೆ ಅನುದಾನ, ಹುಲ್ಲುಗಾವಲು ಅಭಿವೃದ್ಧಿ, ಕೊಟ್ಟಿಗೆ ನಿರ್ಮಾಣ, ಸಿಸಿ ರಸ್ತೆ, ಚರಂಡಿ, ಚೆಕ್‌ಡ್ಯಾಂ ನಿರ್ಮಾಣ, ಮೆಟ್ಟಿಲ್ ಕುಣಿ ಹಾಗೂ ಅರಣ್ಯ ಕೃಷಿ, ತೋಟಗಾರಿಕೆ, ರೇಷ್ಮೆ ಇಲಾಖೆ ಕಾಮಗಾರಿಗಳು ನಡೆದಿವೆ.: [22, 1329, 280, 1714]
photo-cm-portrait-scene: [1286, 1968, 1519, 2147]
photo-ksdl-cheque-scene: [1048, 1303, 1519, 1584]
photo-cooperative-meeting: [278, 1967, 758, 2253]
body-a4-col2: ವಿಳಂಬವಾದರೆ ಅಧಿಕಾರಿಗಳ ವಿರುದ್ಧ ಕ್ರಮ ಕೈಗೊಳ್ಳಲಾಗುವುದು. ಕೈಗಾರಿಕೆಗಳಿಗೆ ರಸ್ತೆ, ನೀರು, ವಿದ್ಯುತ್ ಸೇರಿದಂತೆ ಅಗತ್ಯ ಮೂಲಸೌಕರ್ಯಗಳನ್ನು ಒದಗಿಸುವ ಕುರಿತಾಗಿ ಸಂಬಂಧಪಟ್ಟ ಇಲಾಖೆಗಳು ಸಮನ್ವಯದಿಂದ ಕಾರ್ಯ ನಿರ್ವಹಿಸಬೇಕು ಎಂದು ಮುಖ್ಯಮಂತ್ರಿ ಅವರು ಸೂಚಿಸಿದರು. ಹಸಿರು ಇಂಧನ ಮೂಲಗಳಿಂದ ಕೈಗಾರಿಕೆಗಳಿಗೆ ವಿದ್ಯುತ್ ಸರಬರಾಜು ಮಾಡುವ ನಿಟ್ಟಿನಲ್ಲಿ ಆಸಕ್ತಿಯುಳ್ಳ ಕಂಪನಿಗಳಿಗೆ ಅಗತ್ಯ ನೆರವು ನೀಡಬೇಕು. ಕೇಂದ್ರ ಸರ್ಕಾರದ ಪ್ರಮುಖ ಕಾರ್ಮಿಕ ಸುಧಾರಣೆಗಳ ಅನುಷ್ಠಾನವನ್ನು ಪ್ರಸ್ತಾಪಿಸಿದ ಅವರು, ರಾಜ್ಯದ ಹಿತಾಸಕ್ತಿಗೆ ಧಕ್ಕೆಯಾಗದಂತೆ ಕಾರ್ಮಿಕರ ಹಿತವನ್ನು ಕಾಯ್ದುಕೊಳ್ಳಬೇಕು. ಏಕಗವಾಕ್ಷಿ ವ್ಯವಸ್ಥೆಯಡಿ ಅರ್ಜಿಗಳ ವಿಲೇವಾರಿ ಆಗುತ್ತಿದ್ದು ಪ್ರಸ್ತುತ 29 ಸೇವೆಗಳು ಏಕಗವಾಕ್ಷಿ ವ್ಯವಸ್ಥೆಯಡಿ ಹೊಂದಿವೆ. ರಾಜ್ಯದಲ್ಲಿ ಈ ವರ್ಷದ ಆರಂಭದಲ್ಲಿ ನಡೆದ ಜಾಗತಿಕ ಹೂಡಿಕೆದಾರರ ಸಮಾವೇಶದಲ್ಲಿ ರೂ.10.27 ಲಕ್ಷ ಕೋಟಿ ಹೂಡಿಕೆ ಆಕರ್ಷಿಸಲಾಗಿದ್ದು, ಒಡಂಬಡಿಕೆಗಳ ಜಾರಿಗೆ ಅಧಿಕಾರಿಗಳು ಶ್ರಮಿಸಬೇಕು. ಸಭೆಗೆ ಮಾಹಿತಿ ನೀಡಿದರು.: [1230, 509, 1519, 850]
inset-milk-col3: ಕೇಂದ್ರ ಸರ್ಕಾರದ ನೀತಿಗಳಿಂದ ಸಹಕಾರ ಕ್ಷೇತ್ರದ ಮೇಲೆ ಪರಿಣಾಮ ಬೀರುತ್ತಿದೆ. ಈ ಸಂಬಂಧ ಕೇಂದ್ರಕ್ಕೆ ಪತ್ರ ಬರೆಯಲಾಗುವುದು. ಸಹಕಾರ ಸಪ್ತಾಹದ ಕೊನೆಯ ದಿನ ಬೆಂಗಳೂರಿನಲ್ಲಿ ಸಮಾರೋಪ ನಡೆಯಲಿದೆ ಎಂದು ಸಚಿವರು ತಿಳಿಸಿದರು.: [1027, 2220, 1267, 2324]
byline-arrow-icon: ▶▶: [46, 1967, 67, 1983]
section-divider-2: [0, 1151, 1526, 1152]
article-gudali-puje: [7, 55, 904, 425]
masthead-divider: [0, 48, 1526, 50]
